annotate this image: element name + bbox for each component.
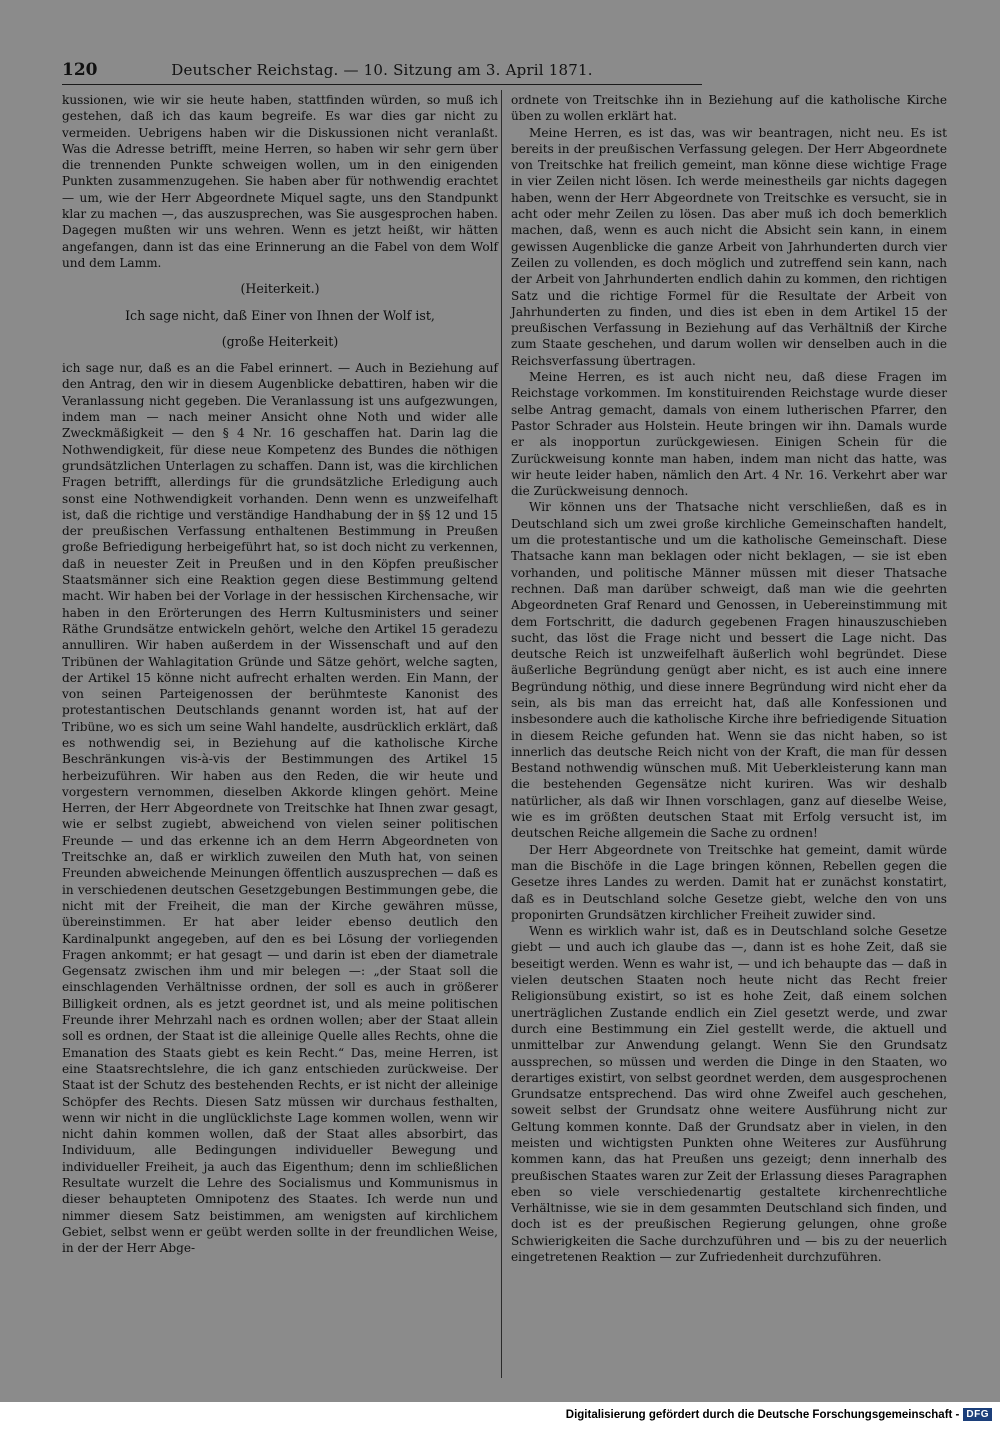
left-column — [62, 92, 498, 1256]
interjection: (Heiterkeit.) — [240, 281, 320, 297]
paragraph: Meine Herren, es ist das, was wir beantragen, nicht neu. Es ist bereits in der preußischen Verfassung gelegen. Der Herr Abgeordnete von Treitschke hat freilich gemeint, man könne diese wichtige Frage in vier Zeilen nicht lösen. Ich werde meinestheils gar nichts dagegen haben, wenn der Herr Abgeordnete von Treitschke es versucht, sie in acht oder mehr Zeilen zu lösen. Das aber muß ich doch bemerklich machen, daß, wenn es auch nicht die Absicht sein kann, in einem gewissen Augenblicke die ganze Arbeit von Jahrhunderten durch vier Zeilen zu vollenden, es doch möglich und zutreffend sein kann, nach der Arbeit von Jahrhunderten endlich dahin zu kommen, den richtigen Satz und die richtige Formel für die Resultate der Arbeit von Jahrhunderten zu finden, und dies ist eben in dem Artikel 15 der preußischen Verfassung in Beziehung auf das Verhältniß der Kirche zum Staate geschehen, und darum wollen wir denselben auch in die Reichsverfassung übertragen. — [511, 125, 947, 368]
centered-line: Ich sage nicht, daß Einer von Ihnen der Wolf ist, — [125, 307, 435, 323]
column-divider — [501, 90, 502, 1378]
paragraph: Wenn es wirklich wahr ist, daß es in Deutschland solche Gesetze giebt — und auch ich glaube das —, dann ist es hohe Zeit, daß sie beseitigt werden. Wenn es wahr ist, — und ich behaupte das — daß in vielen deutschen Staaten noch heute nicht das Recht freier Religionsübung existirt, so ist es hohe Zeit, daß einem solchen unerträglichen Zustande endlich ein Ziel gesetzt werde, und zwar durch eine Bestimmung ein Ziel gestellt werde, die aktuell und unmittelbar zur Anwendung gelangt. Wenn Sie den Grundsatz aussprechen, so müssen und werden die Dinge in den Staaten, wo derartiges existirt, von selbst geordnet werden, dem ausgesprochenen Grundsatze entsprechend. Das wird ohne Zweifel auch geschehen, soweit selbst der Grundsatz ohne weitere Ausführung nicht zur Geltung kommen konnte. Daß der Grundsatz aber in vielen, in den meisten und wichtigsten Punkten ohne Weiteres zur Ausführung kommen kann, das hat Preußen uns gezeigt; denn innerhalb des preußischen Staates waren zur Zeit der Erlassung dieses Paragraphen eben so viele verschiedenartig gestaltete kirchenrechtliche Verhältnisse, wie sie in dem gesammten Deutschland sich finden, und doch ist es der preußischen Regierung gelungen, ohne große Schwierigkeiten die Sache durchzuführen und — bis zu der neuerlich eingetretenen Reaktion — zur Zufriedenheit durchzuführen. — [511, 924, 947, 1265]
paragraph: Wir können uns der Thatsache nicht verschließen, daß es in Deutschland sich um zwei große kirchliche Gemeinschaften handelt, um die protestantische und um die katholische Gemeinschaft. Diese Thatsache kann man beklagen oder nicht beklagen, — sie ist eben vorhanden, und politische Männer müssen mit dieser Thatsache rechnen. Daß man darüber schweigt, daß man wie die geehrten Abgeordneten Graf Renard und Genossen, in Uebereinstimmung mit dem Fortschritt, die dadurch gegebenen Fragen hinauszuschieben sucht, das löst die Frage nicht und bessert die Lage nicht. Das deutsche Reich ist unzweifelhaft äußerlich wohl begründet. Diese äußerliche Begründung genügt aber nicht, es ist auch eine innere Begründung nöthig, und diese innere Begründung wird nicht eher da sein, als bis man das erreicht hat, daß alle Konfessionen und insbesondere auch die katholische Kirche ihre befriedigende Situation in diesem Reiche gefunden hat. Wenn sie das nicht haben, so ist innerlich das deutsche Reich nicht von der Kraft, die man für dessen Bestand nothwendig wünschen muß. Mit Ueberkleisterung kann man die bestehenden Gegensätze nicht kuriren. Was wir deshalb natürlicher, als daß wir Ihnen vorschlagen, ganz auf dieselbe Weise, wie es im größten deutschen Staat mit Erfolg versucht ist, im deutschen Reiche allgemein die Sache zu ordnen! — [511, 500, 947, 841]
page-number: 120 — [62, 60, 98, 80]
paragraph: ich sage nur, daß es an die Fabel erinnert. — Auch in Beziehung auf den Antrag, den wir in diesem Augenblicke debattiren, haben wir die Veranlassung nicht gegeben. Die Veranlassung ist uns aufgezwungen, indem man — nach meiner Ansicht ohne Noth und wider alle Zweckmäßigkeit — den § 4 Nr. 16 geschaffen hat. Darin lag die Nothwendigkeit, für diese neue Kompetenz des Bundes die nöthigen grundsätzlichen Unterlagen zu schaffen. Dann ist, was die kirchlichen Fragen betrifft, allerdings für die grundsätzliche Erledigung auch sonst eine Nothwendigkeit vorhanden. Denn wenn es unzweifelhaft ist, daß die richtige und verständige Handhabung der in §§ 12 und 15 der preußischen Verfassung enthaltenen Bestimmung in Preußen große Befriedigung herbeigeführt hat, so ist doch nicht zu verkennen, daß in neuester Zeit in Preußen und in den Köpfen preußischer Staatsmänner sich eine Reaktion gegen diese Bestimmung geltend macht. Wir haben bei der Vorlage in der hessischen Kirchensache, wir haben in den Erörterungen des Herrn Kultusministers und seiner Räthe Grundsätze entwickeln gehört, welche den Artikel 15 geradezu annulliren. Wir haben außerdem in der Wissenschaft und auf den Tribünen der Wahlagitation Gründe und Sätze gehört, welche sagten, der Artikel 15 könne nicht aufrecht erhalten werden. Ein Mann, der von seinen Parteigenossen der berühmteste Kanonist des protestantischen Deutschlands genannt worden ist, hat auf der Tribüne, wo es sich um seine Wahl handelte, ausdrücklich erklärt, daß es nothwendig sei, in Beziehung auf die katholische Kirche Beschränkungen vis-à-vis der Bestimmungen des Artikel 15 herbeizuführen. Wir haben aus den Reden, die wir heute und vorgestern vernommen, dieselben Akkorde klingen gehört. Meine Herren, der Herr Abgeordnete von Treitschke hat Ihnen zwar gesagt, wie er selbst zugiebt, abweichend von vielen seiner politischen Freunde — und das erkenne ich an dem Herrn Abgeordneten von Treitschke an, daß er wirklich zuweilen den Muth hat, von seinen Freunden abweichende Meinungen öffentlich auszusprechen — daß es in verschiedenen deutschen Gesetzgebungen Bestimmungen gebe, die nicht mit der Freiheit, die man der Kirche gewähren müsse, übereinstimmen. Er hat aber leider ebenso deutlich den Kardinalpunkt angegeben, auf den es bei Lösung der vorliegenden Fragen ankommt; er hat gesagt — und darin ist eben der diametrale Gegensatz zwischen ihm und mir belegen —: „der Staat soll die einschlagenden Verhältnisse ordnen, der soll es auch in größerer Billigkeit ordnen, als es jetzt geordnet ist, und als meine politischen Freunde ihrer Mehrzahl nach es ordnen wollen; aber der Staat allein soll es ordnen, der Staat ist die alleinige Quelle alles Rechts, ohne die Emanation des Staats giebt es kein Recht.“ Das, meine Herren, ist eine Staatsrechtslehre, die ich ganz entschieden zurückweise. Der Staat ist der Schutz des bestehenden Rechts, er ist nicht der alleinige Schöpfer des Rechts. Diesen Satz müssen wir durchaus festhalten, wenn wir nicht in die unglücklichste Lage kommen wollen, wenn wir nicht dahin kommen wollen, daß der Staat alles absorbirt, das Individuum, alle Bedingungen individueller Bewegung und individueller Freiheit, ja auch das Eigenthum; denn im schließlichen Resultate wurzelt die Lehre des Socialismus und Kommunismus in dieser behaupteten Omnipotenz des Staates. Ich werde nun und nimmer diesem Satz beistimmen, am wenigsten auf kirchlichem Gebiet, selbst wenn er geübt werden sollte in der freundlichen Weise, in der der Herr Abge- — [62, 361, 498, 1256]
footer-text: Digitalisierung gefördert durch die Deutsche Forschungsgemeinschaft - — [565, 1408, 960, 1421]
footer-credit — [566, 1408, 992, 1421]
paragraph: ordnete von Treitschke ihn in Beziehung auf die katholische Kirche üben zu wollen erklärt hat. — [511, 93, 947, 124]
dfg-logo: DFG — [963, 1408, 992, 1421]
paragraph: Meine Herren, es ist auch nicht neu, daß diese Fragen im Reichstage vorkommen. Im konstituirenden Reichstage wurde dieser selbe Antrag gemacht, damals von einem lutherischen Pfarrer, den Pastor Schrader aus Holstein. Heute bringen wir ihn. Damals wurde er als inopportun zurückgewiesen. Einigen Schein für die Zurückweisung konnte man haben, indem man nicht das hatte, was wir heute leider haben, nämlich den Art. 4 Nr. 16. Verkehrt aber war die Zurückweisung dennoch. — [511, 370, 947, 499]
paragraph: kussionen, wie wir sie heute haben, stattfinden würden, so muß ich gestehen, daß ich das kaum begreife. Es war dies gar nicht zu vermeiden. Uebrigens haben wir die Diskussionen nicht veranlaßt. Was die Adresse betrifft, meine Herren, so haben wir sehr gern über die trennenden Punkte schweigen wollen, um in den einigenden Punkten zusammenzugehen. Sie haben aber für nothwendig erachtet — um, wie der Herr Abgeordnete Miquel sagte, uns den Standpunkt klar zu machen —, das auszusprechen, was Sie ausgesprochen haben. Dagegen mußten wir uns wehren. Wenn es jetzt heißt, wir hätten angefangen, dann ist das eine Erinnerung an die Fabel von dem Wolf und dem Lamm. — [62, 93, 498, 270]
right-column — [511, 92, 947, 1265]
paragraph: Der Herr Abgeordnete von Treitschke hat gemeint, damit würde man die Bischöfe in die Lage bringen können, Rebellen gegen die Gesetze ihres Landes zu werden. Damit hat er zunächst konstatirt, daß es in Deutschland solche Gesetze giebt, welche den von uns proponirten Grundsätzen kirchlicher Freiheit zuwider sind. — [511, 842, 947, 922]
interjection: (große Heiterkeit) — [221, 333, 339, 349]
page-title: Deutscher Reichstag. — 10. Sitzung am 3. April 1871. — [171, 61, 593, 79]
running-head — [62, 58, 702, 85]
